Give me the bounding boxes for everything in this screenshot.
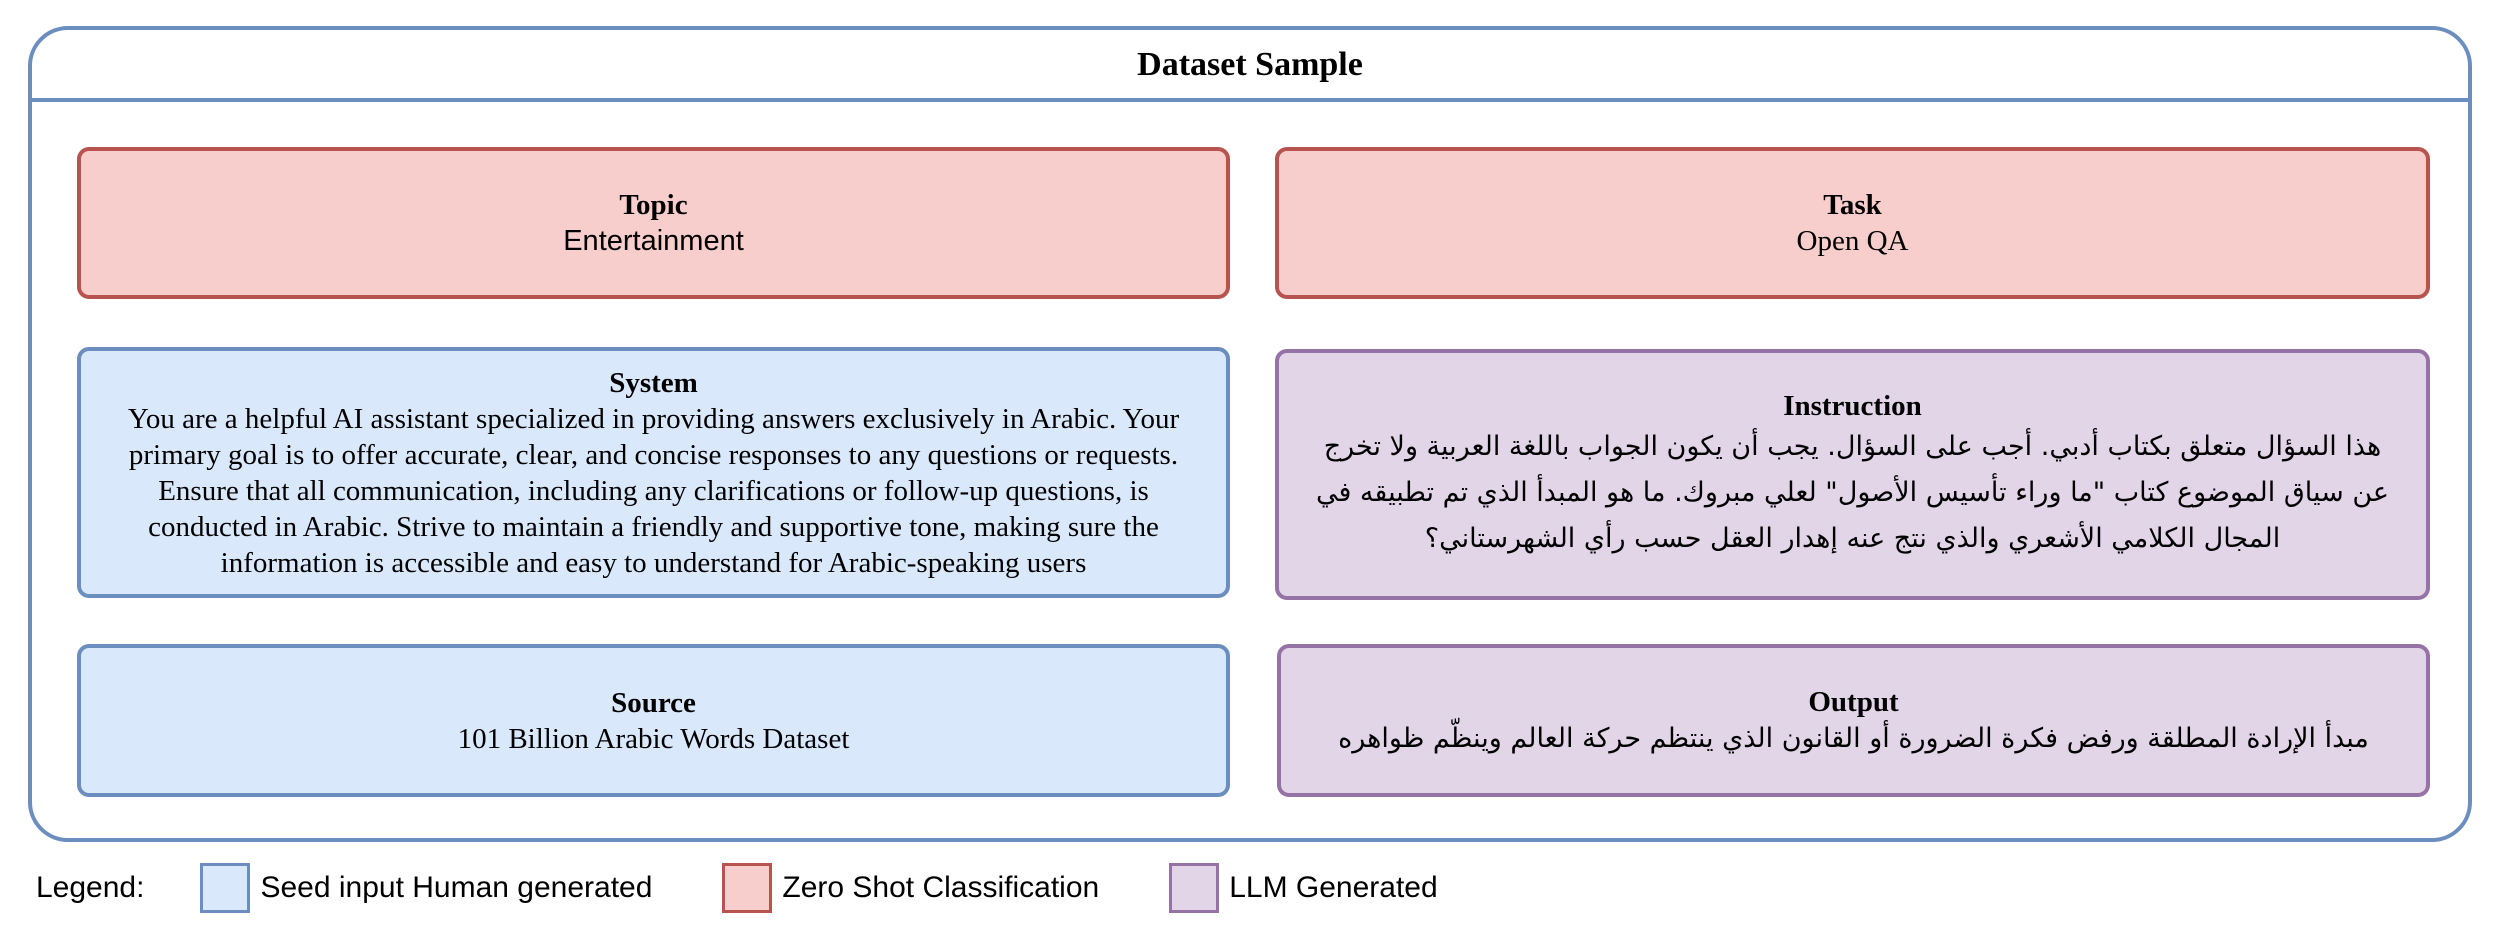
- legend-item-zero-shot: Zero Shot Classification: [782, 871, 1100, 904]
- task-box: [1275, 147, 2430, 299]
- legend-item-human: Seed input Human generated: [260, 871, 653, 904]
- instruction-value: هذا السؤال متعلق بكتاب أدبي. أجب على السؤال. يجب أن يكون الجواب باللغة العربية ولا تخرج عن سياق الموضوع كتاب "ما وراء تأسيس الأصول" لعلي مبروك. ما هو المبدأ الذي تم تطبيقه في المجال الكلامي الأشعري والذي نتج عنه إهدار العقل حسب رأي الشهرستاني؟: [1315, 430, 2390, 554]
- frame-title: Dataset Sample: [1137, 46, 1363, 83]
- topic-box: [77, 147, 1230, 299]
- instruction-label: Instruction: [1783, 389, 1922, 422]
- system-box: [77, 347, 1230, 598]
- source-box: [77, 644, 1230, 797]
- task-label: Task: [1823, 189, 1882, 221]
- topic-label: Topic: [619, 189, 688, 221]
- system-label: System: [609, 366, 698, 399]
- system-value: You are a helpful AI assistant specialized in providing answers exclusively in Arabic. Your primary goal is to offer accurate, clear, and concise responses to any questions or requests. Ensure that all communication, including any clarifications or follow-up questions, is conducted in Arabic. Strive to maintain a friendly and supportive tone, making sure the information is accessible and easy to understand for Arabic-speaking users: [127, 402, 1180, 579]
- instruction-box: [1275, 349, 2430, 600]
- legend-item-llm: LLM Generated: [1229, 871, 1438, 904]
- source-value: 101 Billion Arabic Words Dataset: [457, 722, 850, 755]
- task-value: Open QA: [1796, 225, 1909, 257]
- output-label: Output: [1808, 685, 1899, 718]
- output-box: [1277, 644, 2430, 797]
- legend: [36, 862, 1508, 914]
- title-divider: [32, 98, 2468, 102]
- topic-value: Entertainment: [563, 225, 744, 257]
- source-label: Source: [611, 686, 696, 719]
- legend-swatch-zero-shot: [722, 863, 772, 913]
- legend-label: Legend:: [36, 871, 145, 904]
- output-value: مبدأ الإرادة المطلقة ورفض فكرة الضرورة أو القانون الذي ينتظم حركة العالم وينظّم ظواهره: [1338, 722, 2369, 754]
- legend-swatch-llm: [1169, 863, 1219, 913]
- legend-swatch-human: [200, 863, 250, 913]
